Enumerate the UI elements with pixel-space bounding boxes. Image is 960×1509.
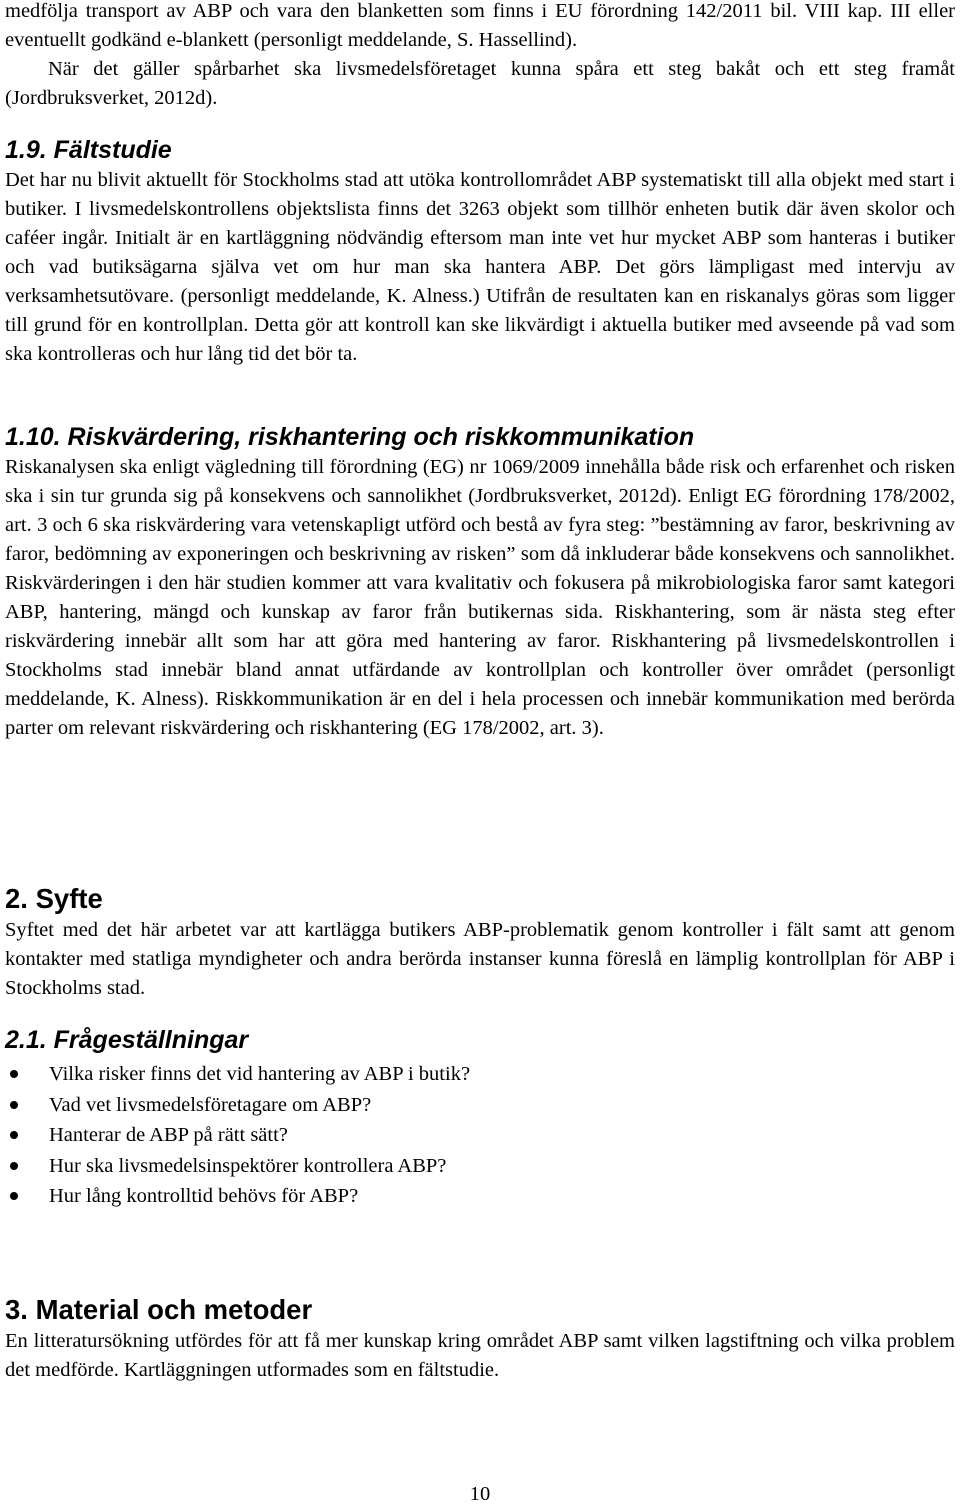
heading-1-9: 1.9. Fältstudie <box>5 136 172 164</box>
bullet-icon <box>10 1131 18 1139</box>
heading-2-1: 2.1. Frågeställningar <box>5 1026 249 1054</box>
intro-paragraph: medfölja transport av ABP och vara den blanketten som finns i EU förordning 142/2011 bil. VIII kap. III eller eventuellt godkänd e-blankett (personligt meddelande, S. Hassellind). <box>5 0 955 51</box>
section-1-9-body: Det har nu blivit aktuellt för Stockholms stad att utöka kontrollområdet ABP systematiskt till alla objekt med start i butiker. I livsmedelskontrollens objektslista finns det 3263 objekt som tillhör enheten butik där även skolor och caféer ingår. Initialt är en kartläggning nödvändig eftersom man inte vet hur mycket ABP som hanteras i butiker och vad butiksägarna själva vet om hur man ska hantera ABP. Det görs lämpligast med intervju av verksamhetsutövare. (personligt meddelande, K. Alness.) Utifrån de resultaten kan en riskanalys göras som ligger till grund för en kontrollplan. Detta gör att kontroll kan ske likvärdigt i aktuella butiker med avseende på vad som ska kontrolleras och hur lång tid det bör ta. <box>5 169 955 365</box>
bullet-icon <box>10 1162 18 1170</box>
page-number: 10 <box>469 1483 491 1505</box>
question-list <box>5 1059 955 1212</box>
heading-1-10: 1.10. Riskvärdering, riskhantering och riskkommunikation <box>5 423 695 451</box>
list-item: Hur lång kontrolltid behövs för ABP? <box>5 1181 955 1212</box>
list-item: Vad vet livsmedelsföretagare om ABP? <box>5 1090 955 1121</box>
list-item: Vilka risker finns det vid hantering av ABP i butik? <box>5 1059 955 1090</box>
section-3-body: En litteratursökning utfördes för att få mer kunskap kring området ABP samt vilken lagstiftning och vilka problem det medförde. Kartläggningen utformades som en fältstudie. <box>5 1330 955 1381</box>
heading-3: 3. Material och metoder <box>5 1294 313 1325</box>
bullet-icon <box>10 1101 18 1109</box>
section-1-10-body: Riskanalysen ska enligt vägledning till förordning (EG) nr 1069/2009 innehålla både risk och erfarenhet och risken ska i sin tur grunda sig på konsekvens och sannolikhet (Jordbruksverket, 2012d). Enligt EG förordning 178/2002, art. 3 och 6 ska riskvärdering vara vetenskapligt utförd och bestå av fyra steg: ”bestämning av faror, beskrivning av faror, bedömning av exponeringen och beskrivning av risken” som då inkluderar både konsekvens och sannolikhet. Riskvärderingen i den här studien kommer att vara kvalitativ och fokusera på mikrobiologiska faror samt kategori ABP, hantering, mängd och kunskap av faror från butikernas sida. Riskhantering, som är nästa steg efter riskvärdering innebär allt som har att göra med hantering av faror. Riskhantering på livsmedelskontrollen i Stockholms stad innebär bland annat utfärdande av kontrollplan och kontroller över området (personligt meddelande, K. Alness). Riskkommunikation är en del i hela processen och innebär kommunikation med berörda parter om relevant riskvärdering och riskhantering (EG 178/2002, art. 3). <box>5 456 955 739</box>
intro-traceability-paragraph: När det gäller spårbarhet ska livsmedelsföretaget kunna spåra ett steg bakåt och ett steg framåt (Jordbruksverket, 2012d). <box>5 58 955 109</box>
section-2-body: Syftet med det här arbetet var att kartlägga butikers ABP-problematik genom kontroller i fält samt att genom kontakter med statliga myndigheter och andra berörda instanser kunna föreslå en lämplig kontrollplan för ABP i Stockholms stad. <box>5 919 955 999</box>
list-item: Hur ska livsmedelsinspektörer kontrollera ABP? <box>5 1151 955 1182</box>
heading-2: 2. Syfte <box>5 883 103 914</box>
bullet-icon <box>10 1070 18 1078</box>
bullet-icon <box>10 1192 18 1200</box>
list-item: Hanterar de ABP på rätt sätt? <box>5 1120 955 1151</box>
